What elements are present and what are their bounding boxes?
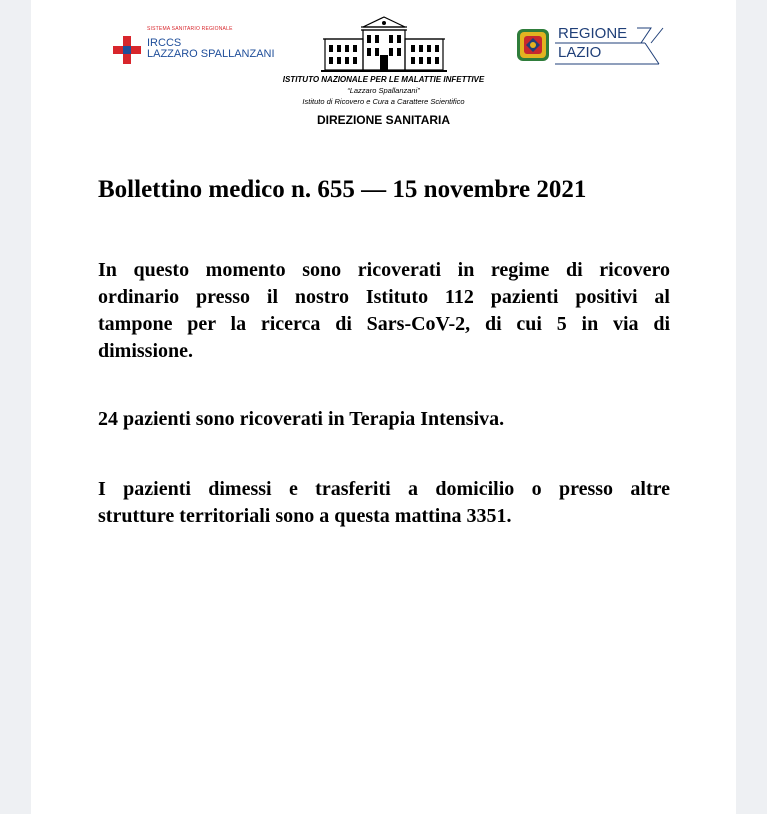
paragraph-line: ordinario presso il nostro Istituto 112 pazienti positivi al: [98, 286, 670, 308]
paragraph-line: tampone per la ricerca di Sars-CoV-2, di cui 5 in via di: [98, 313, 670, 335]
region-line-1: REGIONE: [558, 25, 628, 42]
institute-subname: “Lazzaro Spallanzani”: [347, 86, 420, 95]
paragraph-intensive-care: [98, 406, 670, 433]
regione-lazio-logo: [515, 24, 665, 68]
institute-description: Istituto di Ricovero e Cura a Carattere Scientifico: [302, 97, 465, 106]
paragraph-line: 24 pazienti sono ricoverati in Terapia Intensiva.: [98, 408, 505, 430]
paragraph-line: I pazienti dimessi e trasferiti a domicilio o presso altre: [98, 478, 670, 500]
logo-line-irccs: IRCCS: [147, 37, 182, 49]
paragraph-hospitalized: [98, 257, 670, 365]
institute-building-icon: [321, 15, 447, 73]
document-page: [31, 0, 736, 814]
department-name: DIREZIONE SANITARIA: [316, 113, 451, 127]
bulletin-title: Bollettino medico n. 655 — 15 novembre 2021: [98, 176, 587, 203]
paragraph-line: dimissione.: [98, 340, 194, 362]
red-cross-icon: [113, 36, 141, 64]
spallanzani-logo: [113, 26, 288, 66]
region-line-2: LAZIO: [558, 44, 602, 61]
system-label: SISTEMA SANITARIO REGIONALE: [147, 26, 233, 32]
paragraph-line: In questo momento sono ricoverati in regime di ricovero: [98, 259, 670, 281]
logo-line-spallanzani: LAZZARO SPALLANZANI: [147, 48, 275, 60]
institute-name: ISTITUTO NAZIONALE PER LE MALATTIE INFETTIVE: [282, 75, 485, 84]
region-emblem-icon: [515, 27, 551, 63]
paragraph-discharged: [98, 476, 670, 530]
paragraph-line: strutture territoriali sono a questa mattina 3351.: [98, 505, 512, 527]
